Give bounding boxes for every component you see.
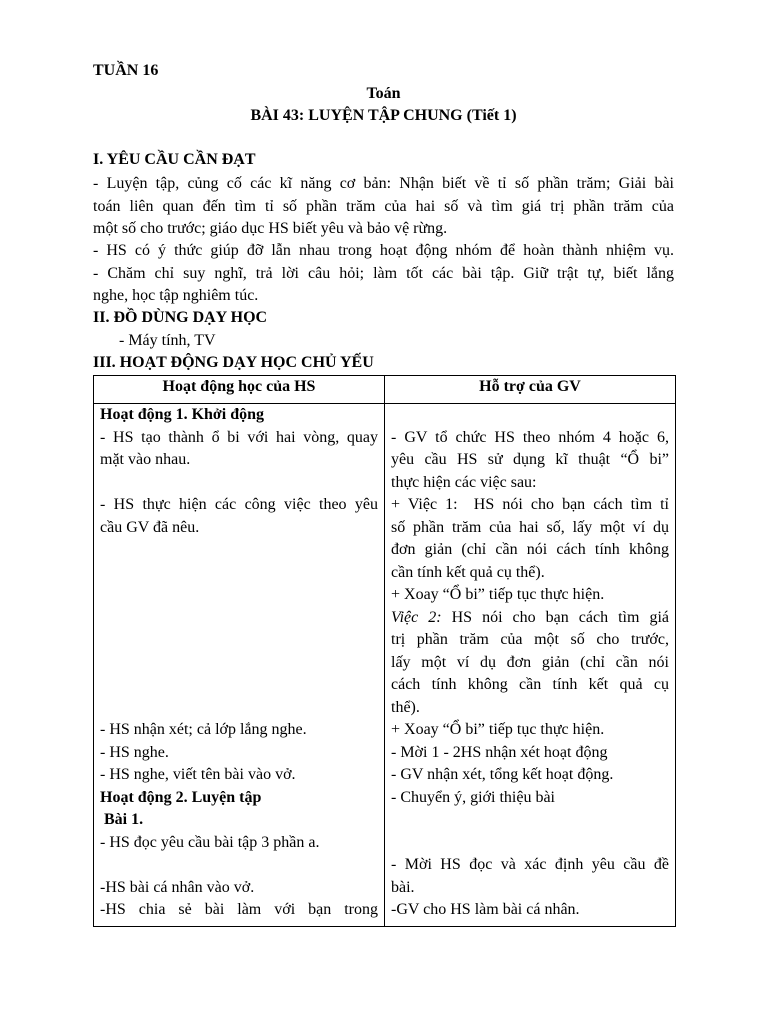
teacher-line: lấy một ví dụ đơn giản (chỉ cần nói [391,653,669,671]
viec2-text: HS nói cho bạn cách tìm giá [441,608,669,626]
table-header-row [94,376,676,404]
student-line: mặt vào nhau. [100,451,191,468]
student-line: -HS chia sẻ bài làm với bạn trong [100,901,378,918]
teacher-line: thể). [391,698,420,716]
teacher-line: đơn giản (chỉ cần nói cách tính không [391,541,669,558]
teacher-line: + Xoay “Ổ bi” tiếp tục thực hiện. [391,721,605,738]
student-line: -HS bài cá nhân vào vở. [100,878,255,896]
teacher-line: - GV nhận xét, tổng kết hoạt động. [391,766,614,783]
teacher-line: thực hiện các việc sau: [391,473,537,491]
teacher-line [391,607,669,630]
teacher-line: - Mời 1 - 2HS nhận xét hoạt động [391,743,608,761]
teacher-line: -GV cho HS làm bài cá nhân. [391,901,580,918]
teacher-line: số phần trăm của hai số, lấy một ví dụ [391,518,669,536]
teacher-line: yêu cầu HS sử dụng kĩ thuật “Ổ bi” [391,451,669,468]
student-line: cầu GV đã nêu. [100,518,200,536]
section1-line: - Luyện tập, củng cố các kĩ năng cơ bản: Nhận biết về tỉ số phần trăm; Giải bài [93,175,674,192]
table-row [94,404,676,927]
section2-item: - Máy tính, TV [119,332,216,349]
teacher-line: - Mời HS đọc và xác định yêu cầu đề [391,856,669,873]
student-line: - HS đọc yêu cầu bài tập 3 phần a. [100,833,320,851]
week-label: TUẦN 16 [93,62,159,79]
teacher-line: cách tính không cần tính kết quả cụ [391,676,669,693]
student-activities-cell [94,404,385,927]
section1-line: - HS có ý thức giúp đỡ lẫn nhau trong hoạt động nhóm để hoàn thành nhiệm vụ. [93,242,674,259]
lesson-title: BÀI 43: LUYỆN TẬP CHUNG (Tiết 1) [250,107,517,124]
teacher-line: cần tính kết quả cụ thể). [391,563,545,581]
student-line: - HS tạo thành ổ bi với hai vòng, quay [100,428,378,446]
section1-line: toán liên quan đến tìm tỉ số phần trăm của hai số và tìm giá trị phần trăm của [93,198,674,215]
student-line: - HS thực hiện các công việc theo yêu [100,496,378,513]
section2-heading: II. ĐỒ DÙNG DẠY HỌC [93,309,268,326]
exercise1-title: Bài 1. [100,811,144,828]
activity1-title: Hoạt động 1. Khởi động [100,406,265,423]
student-line: - HS nhận xét; cả lớp lắng nghe. [100,721,307,738]
section1-heading: I. YÊU CẦU CẦN ĐẠT [93,151,256,168]
col-header-teacher: Hỗ trợ của GV [385,376,676,404]
teacher-line: + Việc 1: HS nói cho bạn cách tìm tỉ [391,496,669,513]
activity-table [93,375,676,927]
student-line: - HS nghe. [100,743,169,761]
teacher-line: bài. [391,878,415,896]
activity2-title: Hoạt động 2. Luyện tập [100,788,262,806]
viec2-label: Việc 2: [391,608,442,626]
col-header-student: Hoạt động học của HS [94,376,385,404]
section3-heading: III. HOẠT ĐỘNG DẠY HỌC CHỦ YẾU [93,354,374,371]
teacher-support-cell [385,404,676,927]
section1-line: nghe, học tập nghiêm túc. [93,287,259,304]
subject-title: Toán [366,85,401,102]
student-line: - HS nghe, viết tên bài vào vở. [100,766,296,783]
teacher-line: + Xoay “Ổ bi” tiếp tục thực hiện. [391,586,605,603]
section1-line: một số cho trước; giáo dục HS biết yêu và bảo vệ rừng. [93,220,448,237]
section1-line: - Chăm chỉ suy nghĩ, trả lời câu hỏi; làm tốt các bài tập. Giữ trật tự, biết lắng [93,265,674,282]
teacher-line: trị phần trăm của một số cho trước, [391,631,669,648]
teacher-line: - Chuyển ý, giới thiệu bài [391,788,555,806]
teacher-line: - GV tổ chức HS theo nhóm 4 hoặc 6, [391,428,669,446]
